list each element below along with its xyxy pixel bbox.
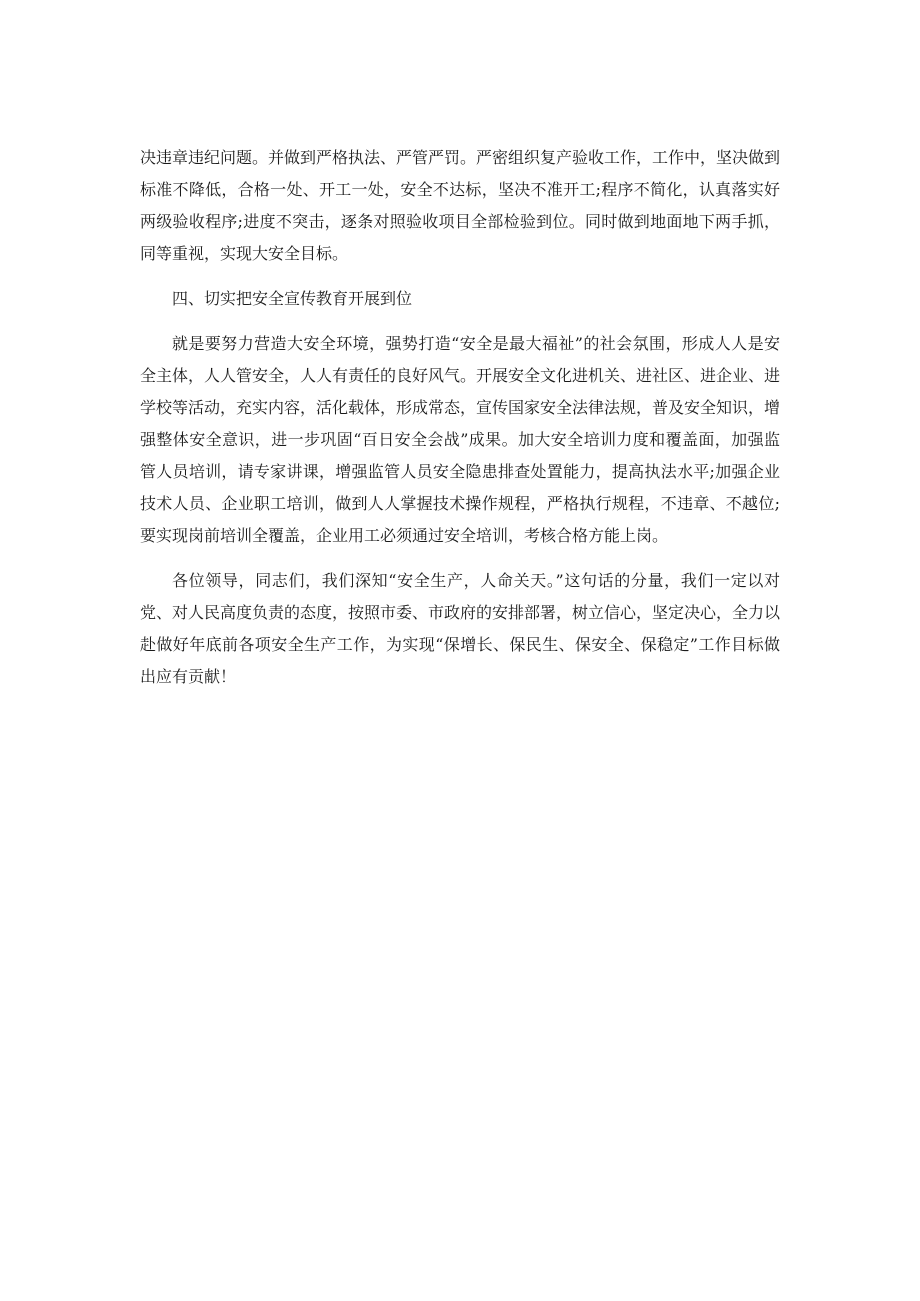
paragraph-continuation: 决违章违纪问题。并做到严格执法、严管严罚。严密组织复产验收工作，工作中，坚决做到标准不降低，合格一处、开工一处，安全不达标，坚决不准开工;程序不简化，认真落实好两级验收程序;进度不突击，逐条对照验收项目全部检验到位。同时做到地面地下两手抓，同等重视，实现大安全目标。 [140,148,781,263]
paragraph-closing: 各位领导，同志们，我们深知“安全生产，人命关天。”这句话的分量，我们一定以对党、对人民高度负责的态度，按照市委、市政府的安排部署，树立信心，坚定决心，全力以赴做好年底前各项安全生产工作，为实现“保增长、保民生、保安全、保稳定”工作目标做出应有贡献！ [140,571,781,686]
document-body [140,142,780,706]
section-heading-four: 四、切实把安全宣传教育开展到位 [172,289,413,308]
paragraph-safety-education: 就是要努力营造大安全环境，强势打造“安全是最大福祉”的社会氛围，形成人人是安全主体，人人管安全，人人有责任的良好风气。开展安全文化进机关、进社区、进企业、进学校等活动，充实内容，活化载体，形成常态，宣传国家安全法律法规，普及安全知识，增强整体安全意识，进一步巩固“百日安全会战”成果。加大安全培训力度和覆盖面，加强监管人员培训，请专家讲课，增强监管人员安全隐患排查处置能力，提高执法水平;加强企业技术人员、企业职工培训，做到人人掌握技术操作规程，严格执行规程，不违章、不越位;要实现岗前培训全覆盖，企业用工必须通过安全培训，考核合格方能上岗。 [140,334,781,545]
